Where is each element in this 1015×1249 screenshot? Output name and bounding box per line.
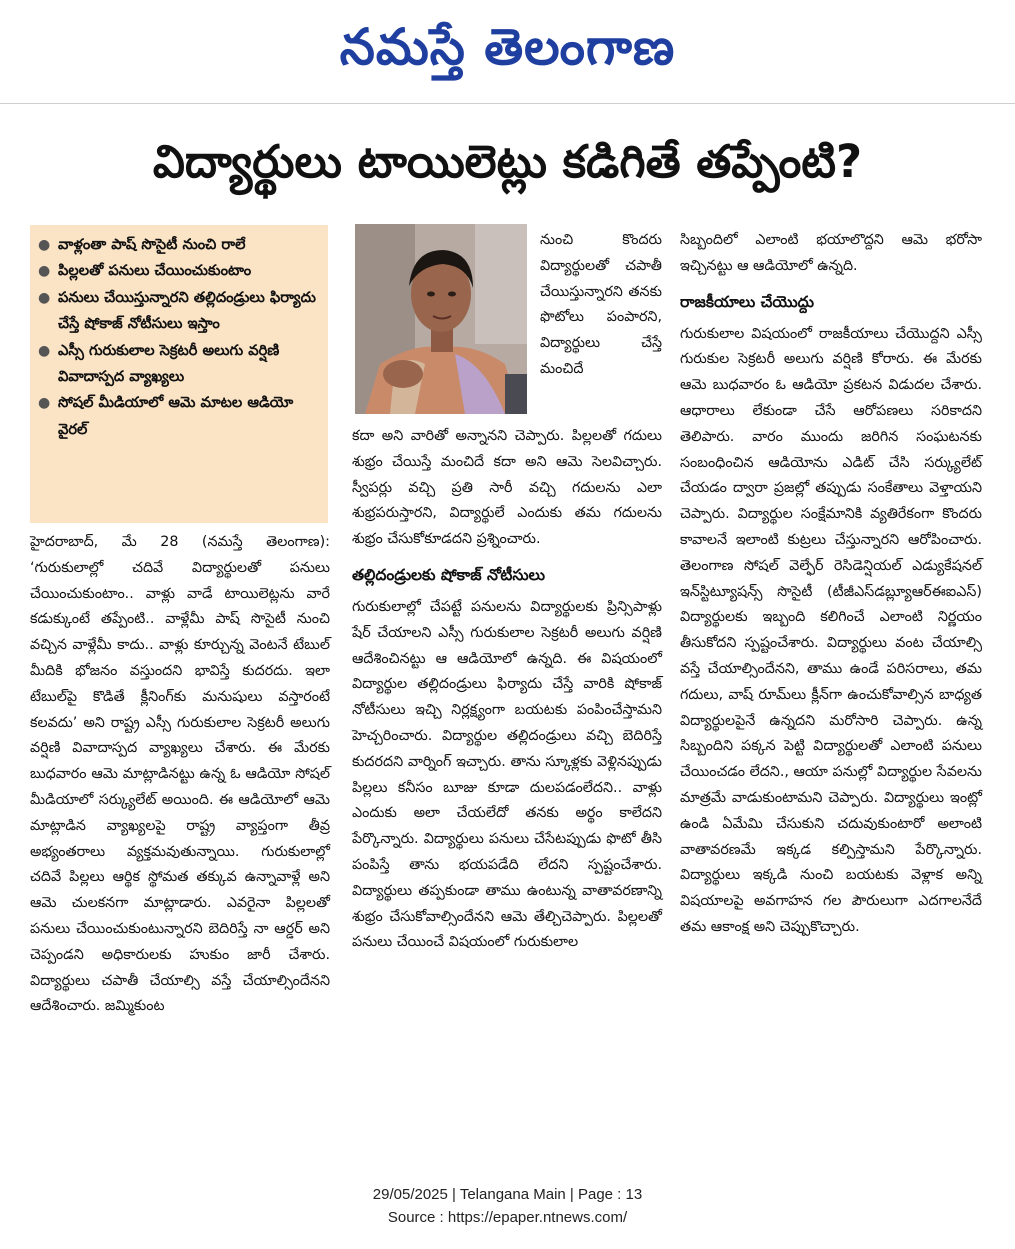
highlight-item — [38, 232, 318, 258]
highlight-item — [38, 258, 318, 284]
column-3-subheading: రాజకీయాలు చేయొద్దు — [680, 292, 814, 311]
headline: విద్యార్థులు టాయిలెట్లు కడిగితే తప్పేంటి? — [152, 135, 863, 188]
bullet-icon: ● — [38, 395, 51, 412]
column-1-paragraph: హైదరాబాద్, మే 28 (నమస్తే తెలంగాణ): ‘గురుకులాల్లో చదివే విద్యార్థులతో పనులు చేయించుకుంటాం.. వాళ్లు వాడే టాయిలెట్లను వారే కడుక్కుంటే తప్పేంటి.. వాళ్లేమీ పాష్ సొసైటీ నుంచి వచ్చిన వాళ్లేమీ కాదు.. వాళ్లు కూర్చున్న వెంటనే టేబుల్ మీదికి భోజనం వస్తుందని భావిస్తే కుదరదు. ఇలా టేబుల్‌పై కొడితే క్లీనింగ్‌కు మనుషులు వస్తారంటే కలవదు’ అని రాష్ట్ర ఎస్సీ గురుకులాల సెక్రటరీ అలుగు వర్షిణి వివాదాస్పద వ్యాఖ్యలు చేశారు. ఈ మేరకు బుధవారం ఆమె మాట్లాడినట్టు ఉన్న ఓ ఆడియో సోషల్ మీడియాలో సర్క్యులేట్ అయింది. ఈ ఆడియోలో ఆమె మాట్లాడిన వ్యాఖ్యలపై రాష్ట్ర వ్యాప్తంగా తీవ్ర అభ్యంతరాలు వ్యక్తమవుతున్నాయి. గురుకులాల్లో చదివే పిల్లలు ఆర్థిక స్థోమత తక్కువ ఉన్నావాళ్లే అని ఆమె చులకనగా మాట్లాడారు. ఎవరైనా పిల్లలతో పనులు చేయించుకుంటున్నారని బెదిరిస్తే నా ఆర్డర్ అని చెప్పండని అధికారులకు హుకుం జారీ చేశారు. విద్యార్థులు చపాతీ చేయాల్సి వస్తే చేయాల్సిందేనని ఆదేశించారు. జమ్మికుంట — [30, 534, 330, 1015]
speaker-photo — [355, 224, 527, 414]
column-3 — [680, 228, 982, 941]
lead-column-text — [540, 228, 662, 383]
bullet-icon: ● — [38, 263, 51, 280]
highlight-text: సోషల్ మీడియాలో ఆమె మాటల ఆడియో వైరల్ — [58, 394, 294, 438]
column-3-paragraph-2: గురుకులాల విషయంలో రాజకీయాలు చేయొద్దని ఎస్సీ గురుకుల సెక్రటరీ అలుగు వర్షిణి కోరారు. ఈ మేరకు ఆమె బుధవారం ఓ ఆడియో ప్రకటన విడుదల చేశారు. ఆధారాలు లేకుండా చేసే ఆరోపణలు సరికాదని తెలిపారు. వారం ముందు జరిగిన సంఘటనకు సంబంధించిన ఆడియోను ఎడిట్ చేసి సర్క్యులేట్ చేయడం ద్వారా ప్రజల్లో తప్పుడు సంకేతాలు వెళ్తాయని చెప్పారు. విద్యార్థుల సంక్షేమానికి వ్యతిరేకంగా కొందరు కావాలనే ఇలాంటి కుట్రలు చేస్తున్నారని ఆరోపించారు. తెలంగాణ సోషల్ వెల్ఫేర్ రెసిడెన్షియల్ ఎడ్యుకేషనల్ ఇన్‌స్టిట్యూషన్స్ సొసైటీ (టీజీఎస్‌డబ్ల్యూఆర్ఈఐఎస్) విద్యార్థులకు ఇబ్బంది కలిగించే ఎలాంటి నిర్ణయం తీసుకోదని స్పష్టంచేశారు. విద్యార్థులు వంట చేయాల్సి వస్తే చేయాల్సిందేనని, తాము ఉండే పరిసరాలు, తమ గదులు, వాష్ రూమ్‌లు క్లీన్‌గా ఉంచుకోవాల్సిన బాధ్యత విద్యార్థులపైనే ఉన్నదని మరోసారి చెప్పారు. ఉన్న సిబ్బందిని పక్కన పెట్టి విద్యార్థులతో ఎలాంటి పనులు చేయించడం లేదని., ఆయా పనుల్లో విద్యార్థుల సేవలను మాత్రమే వాడుకుంటామని చెప్పారు. విద్యార్థులు ఇంట్లో ఉండి ఏమేమి చేసుకుని చదువుకుంటారో అలాంటి వాతావరణమే ఇక్కడ కల్పిస్తామని పేర్కొన్నారు. విద్యార్థులు ఇక్కడి నుంచి బయటకు వెళ్లాక అన్ని విషయాలపై అవగాహన గల పౌరులుగా ఎదగాలనేదే తమ ఆకాంక్ష అని చెప్పుకొచ్చారు. — [680, 325, 982, 935]
highlight-text: పనులు చేయిస్తున్నారని తల్లిదండ్రులు ఫిర్యాదు చేస్తే షోకాజ్ నోటీసులు ఇస్తాం — [58, 288, 316, 333]
bullet-icon: ● — [38, 289, 51, 306]
column-2 — [352, 424, 662, 956]
column-2-paragraph-2: గురుకులాల్లో చేపట్టే పనులను విద్యార్థులకు ప్రిన్సిపాళ్లు షేర్ చేయాలని ఎస్సీ గురుకులాల సెక్రటరీ అలుగు వర్షిణి ఆదేశించినట్టు ఆ ఆడియోలో ఉన్నది. ఈ విషయంలో విద్యార్థుల తల్లిదండ్రులు ఫిర్యాదు చేస్తే వారికి షోకాజ్ నోటీసులు ఇచ్చి నిర్లక్ష్యంగా బయటకు పంపించేస్తామని హెచ్చరించారు. విద్యార్థుల తల్లిదండ్రులు వచ్చి బెదిరిస్తే కుదరదని వార్నింగ్ ఇచ్చారు. తాను స్కూళ్లకు వెళ్లినప్పుడు పిల్లలు కనీసం బూజు కూడా దులపడంలేదని.. వాళ్లు ఎందుకు అలా చేయలేదో తనకు అర్థం కాలేదని పేర్కొన్నారు. విద్యార్థులు పనులు చేసేటప్పుడు ఫొటో తీసి పంపిస్తే తాను భయపడేది లేదని స్పష్టంచేశారు. విద్యార్థులు తప్పకుండా తాము ఉంటున్న వాతావరణాన్ని శుభ్రం చేసుకోవాల్సిందేనని ఆమె తేల్చిచెప్పారు. పిల్లలతో పనులు చేయించే విషయంలో గురుకులాల — [352, 598, 662, 951]
column-2-paragraph-1: కదా అని వారితో అన్నానని చెప్పారు. పిల్లలతో గదులు శుభ్రం చేయిస్తే మంచిదే కదా అని ఆమె సెలవిచ్చారు. స్వీపర్లు వచ్చి ప్రతి సారీ వచ్చి గదులను ఎలా శుభ్రపరుస్తారని, విద్యార్థులే ఎందుకు తమ గదులను శుభ్రం చేసుకోకూడదని ప్రశ్నించారు. — [352, 428, 662, 548]
masthead-title: నమస్తే తెలంగాణ — [339, 17, 676, 76]
bullet-icon: ● — [38, 237, 51, 253]
highlight-text: పిల్లలతో పనులు చేయించుకుంటాం — [58, 262, 252, 280]
highlight-text: ఎస్సీ గురుకులాల సెక్రటరీ అలుగు వర్షిణి వివాదాస్పద వ్యాఖ్యలు — [58, 341, 280, 386]
highlight-item — [38, 285, 318, 338]
masthead — [0, 8, 1015, 86]
highlight-item — [38, 390, 318, 443]
masthead-divider — [0, 103, 1015, 104]
footer-source: Source : https://epaper.ntnews.com/ — [387, 1209, 628, 1226]
highlights-box — [30, 225, 328, 523]
column-1 — [30, 530, 330, 1020]
highlight-text: వాళ్లంతా పాష్ సొసైటీ నుంచి రాలే — [58, 236, 246, 253]
bullet-icon: ● — [38, 342, 51, 359]
footer-date-page: 29/05/2025 | Telangana Main | Page : 13 — [372, 1186, 643, 1203]
speaker-photo-illustration — [355, 224, 527, 414]
highlight-item — [38, 338, 318, 391]
column-2-subheading: తల్లిదండ్రులకు షోకాజ్ నోటీసులు — [352, 565, 545, 584]
lead-paragraph: నుంచి కొందరు విద్యార్థులతో చపాతీ చేయిస్తున్నారని తనకు ఫొటోలు పంపారని, విద్యార్థులు చేస్తే మంచిదే — [540, 232, 662, 377]
column-3-paragraph-1: సిబ్బందిలో ఎలాంటి భయాలొద్దని ఆమె భరోసా ఇచ్చినట్టు ఆ ఆడియోలో ఉన్నది. — [680, 232, 982, 274]
